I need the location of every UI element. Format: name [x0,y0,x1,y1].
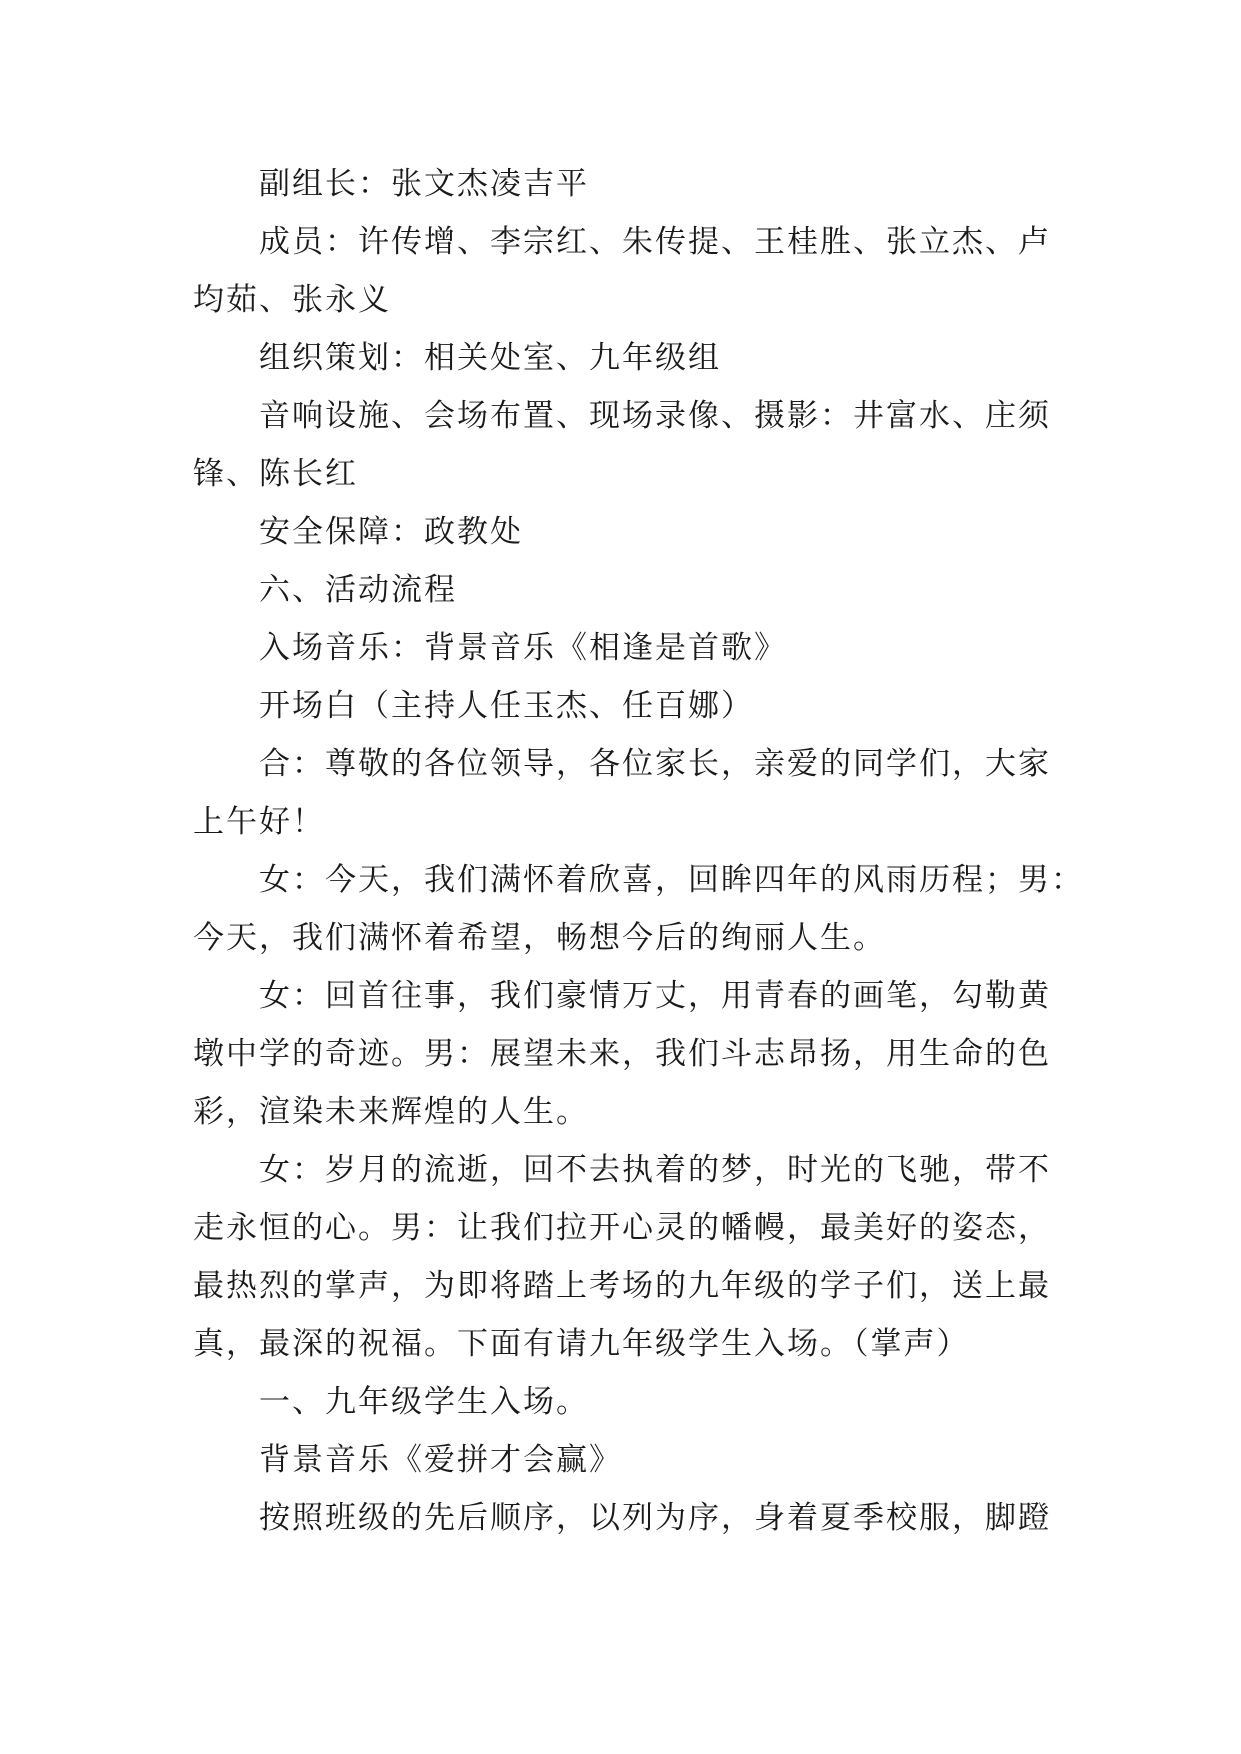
paragraph-line: 女：今天，我们满怀着欣喜，回眸四年的风雨历程；男： [259,862,1084,898]
paragraph-line: 女：回首往事，我们豪情万丈，用青春的画笔，勾勒黄 [259,978,1051,1014]
paragraph [193,851,1084,967]
paragraph-line: 开场白（主持人任玉杰、任百娜） [259,688,754,724]
paragraph-line: 墩中学的奇迹。男：展望未来，我们斗志昂扬，用生命的色 [193,1036,1051,1072]
paragraph-line: 真，最深的祝福。下面有请九年级学生入场。（掌声） [193,1326,970,1362]
paragraph-line: 副组长：张文杰凌吉平 [259,166,589,202]
paragraph-line: 背景音乐《爱拼才会赢》 [259,1442,622,1478]
paragraph-line: 均茹、张永义 [193,282,391,318]
paragraph [193,1373,1053,1431]
paragraph [193,1431,1053,1489]
paragraph-line: 今天，我们满怀着希望，畅想今后的绚丽人生。 [193,920,886,956]
paragraph-line: 音响设施、会场布置、现场录像、摄影：井富水、庄须 [259,398,1051,434]
paragraph [193,677,1053,735]
paragraph [193,967,1053,1141]
paragraph-line: 组织策划：相关处室、九年级组 [259,340,721,376]
paragraph [193,619,1053,677]
paragraph-line: 锋、陈长红 [193,456,358,492]
paragraph-line: 安全保障：政教处 [259,514,523,550]
paragraph [193,155,1053,213]
paragraph [193,561,1053,619]
paragraph [193,1489,1053,1547]
paragraph-line: 按照班级的先后顺序，以列为序，身着夏季校服，脚蹬 [259,1500,1051,1536]
paragraph [193,213,1053,329]
paragraph [193,503,1053,561]
paragraph-line: 成员：许传增、李宗红、朱传提、王桂胜、张立杰、卢 [259,224,1051,260]
paragraph-line: 彩，渲染未来辉煌的人生。 [193,1094,589,1130]
paragraph [193,387,1053,503]
paragraph-line: 入场音乐：背景音乐《相逢是首歌》 [259,630,787,666]
paragraph [193,735,1053,851]
paragraph [193,1141,1053,1373]
paragraph-line: 走永恒的心。男：让我们拉开心灵的幡幔，最美好的姿态， [193,1210,1051,1246]
paragraph-line: 一、九年级学生入场。 [259,1384,589,1420]
paragraph-line: 最热烈的掌声，为即将踏上考场的九年级的学子们，送上最 [193,1268,1051,1304]
paragraph [193,329,1053,387]
paragraph-line: 合：尊敬的各位领导，各位家长，亲爱的同学们，大家 [259,746,1051,782]
paragraph-line: 六、活动流程 [259,572,457,608]
paragraph-line: 女：岁月的流逝，回不去执着的梦，时光的飞驰，带不 [259,1152,1051,1188]
paragraph-line: 上午好！ [193,804,325,840]
document-body [193,155,1084,1547]
